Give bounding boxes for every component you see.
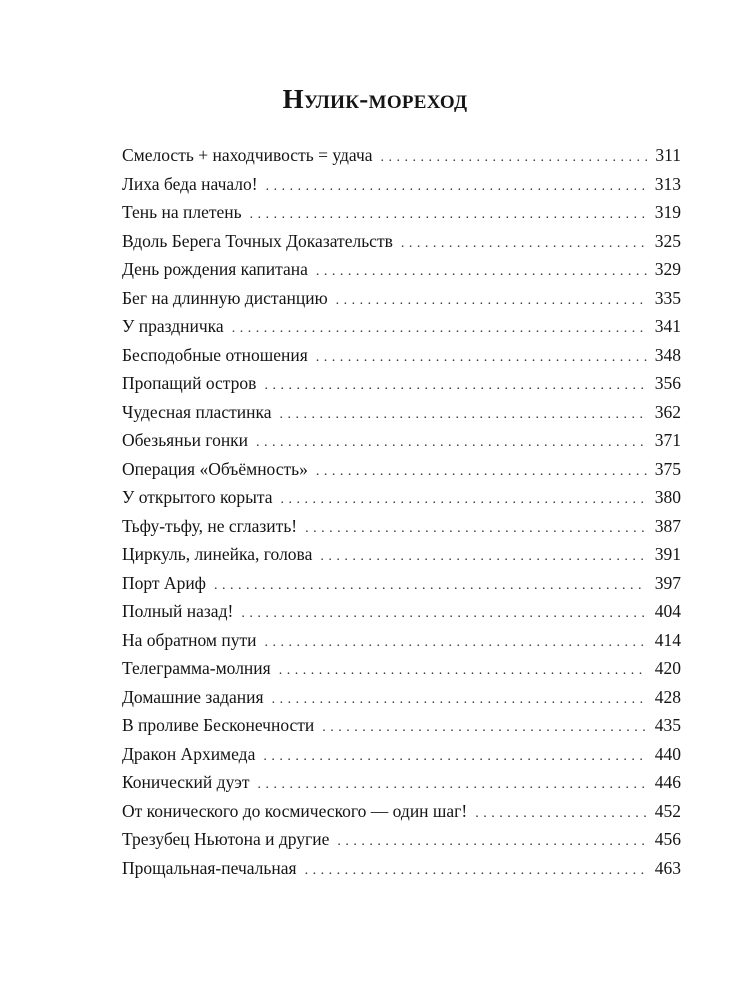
dot-leader (263, 743, 646, 772)
toc-entry (122, 626, 681, 655)
dot-leader (337, 828, 646, 857)
toc-entry-page-number: 325 (654, 230, 681, 251)
dot-leader (316, 458, 647, 487)
toc-entry-title: Полный назад! (122, 601, 234, 621)
toc-entry-title: На обратном пути (122, 629, 257, 650)
toc-entry (122, 398, 681, 427)
toc-entry-page-number: 319 (654, 202, 681, 222)
dot-leader (257, 771, 646, 800)
toc-entry-page-number: 414 (654, 629, 681, 650)
section-title: Нулик-мореход (282, 84, 468, 114)
toc-entry (122, 341, 681, 370)
toc-entry-title: Смелость + находчивость = удача (122, 145, 373, 165)
toc-entry-page-number: 420 (654, 658, 681, 678)
dot-leader (280, 486, 646, 515)
toc-entry-page-number: 375 (654, 458, 681, 479)
toc-entry-title: Домашние задания (122, 686, 264, 707)
dot-leader (265, 629, 647, 658)
dot-leader (475, 800, 647, 829)
toc-entry-title: Тень на плетень (122, 202, 242, 222)
toc-entry-title: Бесподобные отношения (122, 344, 308, 365)
toc-entry-title: Конический дуэт (122, 772, 250, 792)
toc-entry-page-number: 435 (654, 715, 681, 735)
toc-entry (122, 227, 681, 256)
toc-entry (122, 797, 681, 826)
table-of-contents (122, 141, 681, 882)
dot-leader (279, 401, 646, 430)
toc-entry (122, 512, 681, 541)
toc-entry (122, 426, 681, 455)
toc-entry-title: Дракон Архимеда (122, 743, 256, 764)
dot-leader (266, 173, 647, 202)
toc-entry (122, 284, 681, 313)
toc-entry (122, 312, 681, 341)
toc-entry-title: Циркуль, линейка, голова (122, 544, 313, 564)
toc-entry-page-number: 446 (654, 772, 681, 792)
toc-entry (122, 141, 681, 170)
dot-leader (214, 572, 647, 601)
toc-entry (122, 569, 681, 598)
toc-entry-title: Лиха беда начало! (122, 173, 258, 194)
toc-entry (122, 683, 681, 712)
toc-entry-title: День рождения капитана (122, 259, 308, 279)
toc-entry-title: Тьфу-тьфу, не сглазить! (122, 515, 298, 536)
toc-entry-page-number: 452 (654, 800, 681, 821)
toc-entry (122, 597, 681, 626)
toc-entry-title: От конического до космического — один шаг! (122, 800, 468, 821)
toc-entry-page-number: 313 (654, 173, 681, 194)
toc-entry-page-number: 362 (654, 401, 681, 422)
dot-leader (316, 258, 647, 287)
toc-entry-title: Трезубец Ньютона и другие (122, 829, 330, 849)
dot-leader (322, 714, 646, 743)
toc-entry-page-number: 311 (655, 145, 681, 165)
toc-entry (122, 740, 681, 769)
toc-entry (122, 654, 681, 683)
dot-leader (256, 429, 647, 458)
toc-entry-title: У открытого корыта (122, 487, 273, 507)
toc-entry (122, 255, 681, 284)
dot-leader (250, 201, 647, 230)
toc-entry-page-number: 428 (654, 686, 681, 707)
toc-entry (122, 768, 681, 797)
toc-entry-title: Операция «Объёмность» (122, 458, 308, 479)
toc-entry-page-number: 404 (654, 601, 681, 621)
dot-leader (264, 372, 646, 401)
dot-leader (316, 344, 647, 373)
dot-leader (336, 287, 647, 316)
dot-leader (272, 686, 647, 715)
toc-entry-title: Бег на длинную дистанцию (122, 287, 328, 308)
toc-entry-title: У праздничка (122, 316, 224, 336)
dot-leader (401, 230, 647, 259)
toc-entry-page-number: 341 (654, 316, 681, 336)
toc-entry-page-number: 456 (654, 829, 681, 849)
toc-entry-title: Пропащий остров (122, 373, 257, 393)
toc-entry-title: Вдоль Берега Точных Доказательств (122, 230, 393, 251)
toc-entry (122, 483, 681, 512)
toc-entry-title: В проливе Бесконечности (122, 715, 315, 735)
dot-leader (241, 600, 646, 629)
toc-entry (122, 170, 681, 199)
toc-entry (122, 198, 681, 227)
dot-leader (305, 515, 647, 544)
dot-leader (279, 657, 647, 686)
toc-entry-page-number: 463 (654, 857, 681, 878)
toc-entry (122, 540, 681, 569)
toc-entry-page-number: 335 (654, 287, 681, 308)
toc-entry-page-number: 371 (654, 430, 681, 450)
toc-entry-title: Прощальная-печальная (122, 857, 297, 878)
toc-entry-page-number: 391 (654, 544, 681, 564)
dot-leader (305, 857, 647, 886)
toc-entry-page-number: 440 (654, 743, 681, 764)
toc-entry (122, 825, 681, 854)
dot-leader (320, 543, 646, 572)
dot-leader (381, 144, 648, 173)
toc-entry-title: Порт Ариф (122, 572, 207, 593)
toc-entry (122, 711, 681, 740)
toc-entry-page-number: 397 (654, 572, 681, 593)
toc-entry-page-number: 348 (654, 344, 681, 365)
toc-entry (122, 455, 681, 484)
toc-entry-title: Телеграмма-молния (122, 658, 271, 678)
toc-entry-title: Чудесная пластинка (122, 401, 272, 422)
toc-entry-page-number: 380 (654, 487, 681, 507)
toc-entry-page-number: 329 (654, 259, 681, 279)
dot-leader (232, 315, 647, 344)
toc-entry (122, 854, 681, 883)
toc-entry-page-number: 387 (654, 515, 681, 536)
toc-entry-title: Обезьяньи гонки (122, 430, 249, 450)
toc-entry (122, 369, 681, 398)
toc-entry-page-number: 356 (654, 373, 681, 393)
